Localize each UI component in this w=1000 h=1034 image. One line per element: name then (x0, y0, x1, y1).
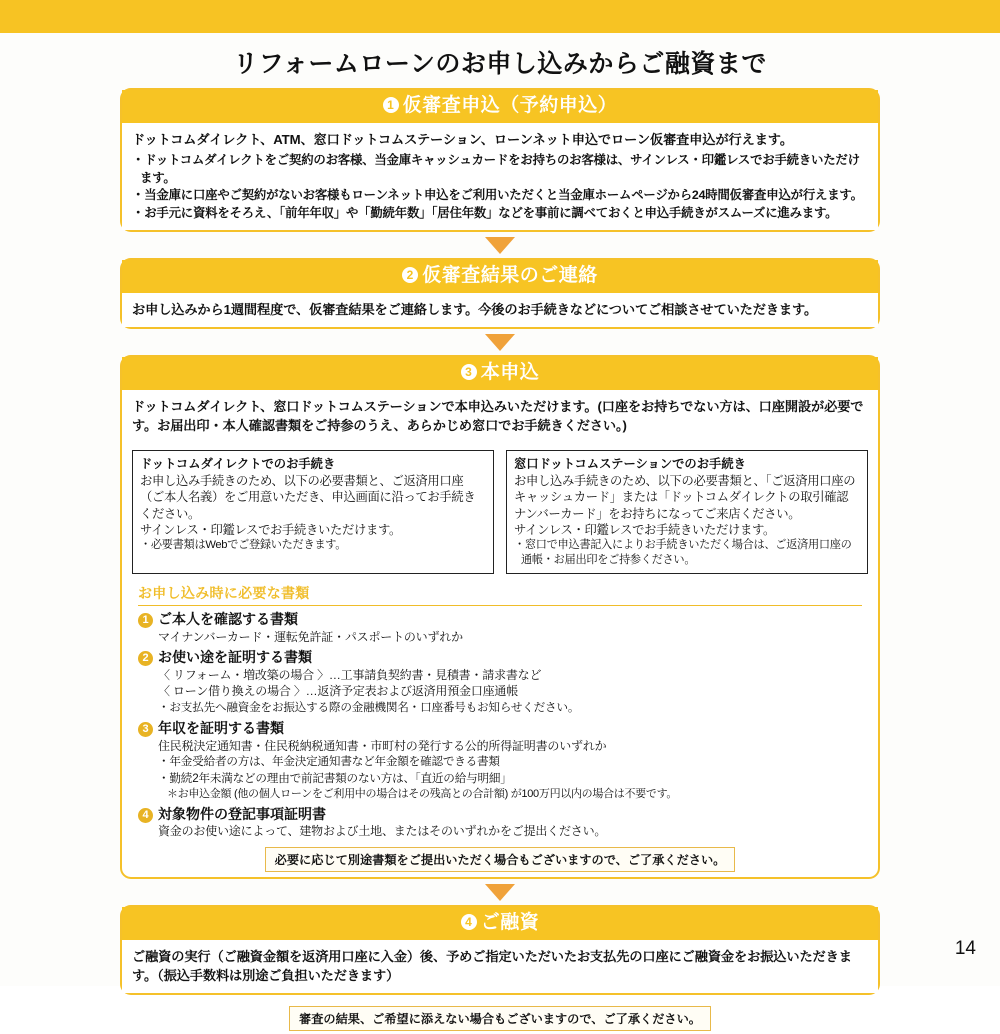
step-1-bullets (132, 152, 868, 222)
document-item-1-lines (138, 629, 862, 646)
document-item-1-head (138, 610, 862, 628)
document-item-4-lines (138, 823, 862, 840)
required-documents-section (138, 583, 862, 875)
method-box-direct (132, 450, 494, 574)
down-arrow-icon (485, 237, 515, 254)
step-1-heading-label: 仮審査申込（予約申込） (402, 95, 618, 116)
document-item-2-lines (138, 667, 862, 717)
page-content (0, 33, 1000, 1027)
step-2-lead: お申し込みから1週間程度で、仮審査結果をご連絡します。今後のお手続きなどについてご相談させていただきます。 (132, 302, 818, 318)
list-item: ・ 当金庫に口座やご契約がないお客様もローンネット申込をご利用いただくと当金庫ホームページから24時間仮審査申込が行えます。 (132, 187, 868, 205)
method-box-counter-sub: ・ 窓口で申込書記入によりお手続きいただく場合は、ご返済用口座の (514, 538, 860, 553)
document-line: 住民税決定通知書・住民税納税通知書・市町村の発行する公的所得証明書のいずれか (158, 738, 607, 753)
method-box-direct-title: ドットコムダイレクトでのお手続き (140, 457, 336, 472)
method-box-counter (506, 450, 868, 574)
step-1-heading (122, 90, 878, 123)
step-2-number: 2 (402, 267, 418, 283)
step-block-4 (120, 905, 880, 995)
document-number-3: 3 (138, 722, 153, 737)
step-3-heading-label: 本申込 (480, 362, 540, 384)
document-item-3-label: 年収を証明する書類 (158, 720, 284, 737)
document-item-4 (138, 805, 862, 840)
method-box-counter-body: お申し込み手続きのため、以下の必要書類と、「ご返済用口座のキャッシュカード」または「ドットコムダイレクトの取引確認ナンバーカード」をお持ちになってご来店ください。 (514, 473, 856, 521)
method-box-counter-body2: サインレス・印鑑レスでお手続きいただけます。 (514, 522, 776, 537)
document-line: ・ お支払先へ融資金をお振込する際の金融機関名・口座番号もお知らせください。 (158, 700, 862, 716)
document-line: ・ 年金受給者の方は、年金決定通知書など年金額を確認できる書類 (158, 754, 862, 770)
list-item: ・ お手元に資料をそろえ、「前年年収」や「勤続年数」「居住年数」などを事前に調べておくと申込手続きがスムーズに進みます。 (132, 205, 868, 223)
step-block-2 (120, 258, 880, 329)
document-item-4-label: 対象物件の登記事項証明書 (158, 806, 326, 823)
step-3-lead: ドットコムダイレクト、窓口ドットコムステーションで本申込みいただけます。(口座をお持ちでない方は、口座開設が必要です。お届出印・本人確認書類をご持参のうえ、あらかじめ窓口でお手続きください。) (132, 398, 864, 434)
method-boxes (122, 450, 878, 574)
document-number-2: 2 (138, 651, 153, 666)
step-4-number: 4 (461, 914, 477, 930)
connector-arrow-2 (120, 329, 880, 355)
final-note-wrap (120, 1002, 880, 1034)
down-arrow-icon (485, 884, 515, 901)
method-box-direct-body2: サインレス・印鑑レスでお手続きいただけます。 (140, 522, 402, 537)
step-2-body (122, 293, 878, 327)
method-box-counter-sub2: 通帳・お届出印をご持参ください。 (521, 553, 696, 566)
page-title: リフォームローンのお申し込みからご融資まで (233, 50, 767, 78)
step-4-heading (122, 907, 878, 940)
document-item-1 (138, 610, 862, 645)
documents-note: 必要に応じて別途書類をご提出いただく場合もございますので、ご了承ください。 (265, 847, 736, 872)
top-yellow-band (0, 0, 1000, 33)
document-line: マイナンバーカード・運転免許証・パスポートのいずれか (158, 629, 463, 644)
document-line: ・ 勤続2年未満などの理由で前記書類のない方は、「直近の給与明細」 (158, 771, 862, 787)
step-4-heading-label: ご融資 (480, 912, 540, 934)
step-2-heading (122, 260, 878, 293)
step-1-lead: ドットコムダイレクト、ATM、窓口ドットコムステーション、ローンネット申込でローン仮審査申込が行えます。 (132, 131, 793, 147)
connector-arrow-1 (120, 232, 880, 258)
document-item-2 (138, 648, 862, 716)
step-4-lead: ご融資の実行（ご融資金額を返済用口座に入金）後、予めご指定いただいたお支払先の口座にご融資金をお振込いただきます。（振込手数料は別途ご負担いただきます） (132, 948, 852, 984)
required-documents-title: お申し込み時に必要な書類 (138, 583, 862, 606)
document-line: ＊お申込金額 (他の個人ローンをご利用中の場合はその残高との合計額) が100万円以内の場合は不要です。 (167, 787, 678, 800)
step-1-body (122, 123, 878, 231)
method-box-direct-body: お申し込み手続きのため、以下の必要書類と、ご返済用口座（ご本人名義）をご用意いただき、申込画面に沿ってお手続きください。 (140, 473, 476, 521)
step-3-heading (122, 357, 878, 390)
page-number: 14 (954, 938, 976, 959)
step-3-body (122, 390, 878, 443)
step-block-1 (120, 88, 880, 232)
method-box-direct-sub: ・ 必要書類はWebでご登録いただきます。 (140, 538, 486, 553)
document-line: 〈 ローン借り換えの場合 〉…返済予定表および返済用預金口座通帳 (158, 684, 519, 699)
document-item-1-label: ご本人を確認する書類 (158, 611, 298, 628)
down-arrow-icon (485, 334, 515, 351)
document-line: 資金のお使い途によって、建物および土地、またはそのいずれかをご提出ください。 (158, 824, 607, 839)
list-item: ・ ドットコムダイレクトをご契約のお客様、当金庫キャッシュカードをお持ちのお客様は、サインレス・印鑑レスでお手続きいただけます。 (132, 152, 868, 187)
documents-note-wrap (138, 843, 862, 875)
document-item-2-head (138, 648, 862, 666)
document-number-4: 4 (138, 808, 153, 823)
step-4-body (122, 940, 878, 993)
document-item-3-lines (138, 738, 862, 803)
document-number-1: 1 (138, 613, 153, 628)
document-line: 〈 リフォーム・増改築の場合 〉…工事請負契約書・見積書・請求書など (158, 667, 542, 682)
document-item-3-head (138, 719, 862, 737)
document-item-2-label: お使い途を証明する書類 (158, 649, 312, 666)
method-box-counter-title: 窓口ドットコムステーションでのお手続き (514, 457, 746, 472)
step-1-number: 1 (383, 97, 399, 113)
step-3-number: 3 (461, 364, 477, 380)
step-block-3 (120, 355, 880, 879)
document-item-3 (138, 719, 862, 802)
step-2-heading-label: 仮審査結果のご連絡 (422, 265, 598, 287)
document-item-4-head (138, 805, 862, 823)
final-note: 審査の結果、ご希望に添えない場合もございますので、ご了承ください。 (289, 1006, 711, 1031)
connector-arrow-3 (120, 879, 880, 905)
